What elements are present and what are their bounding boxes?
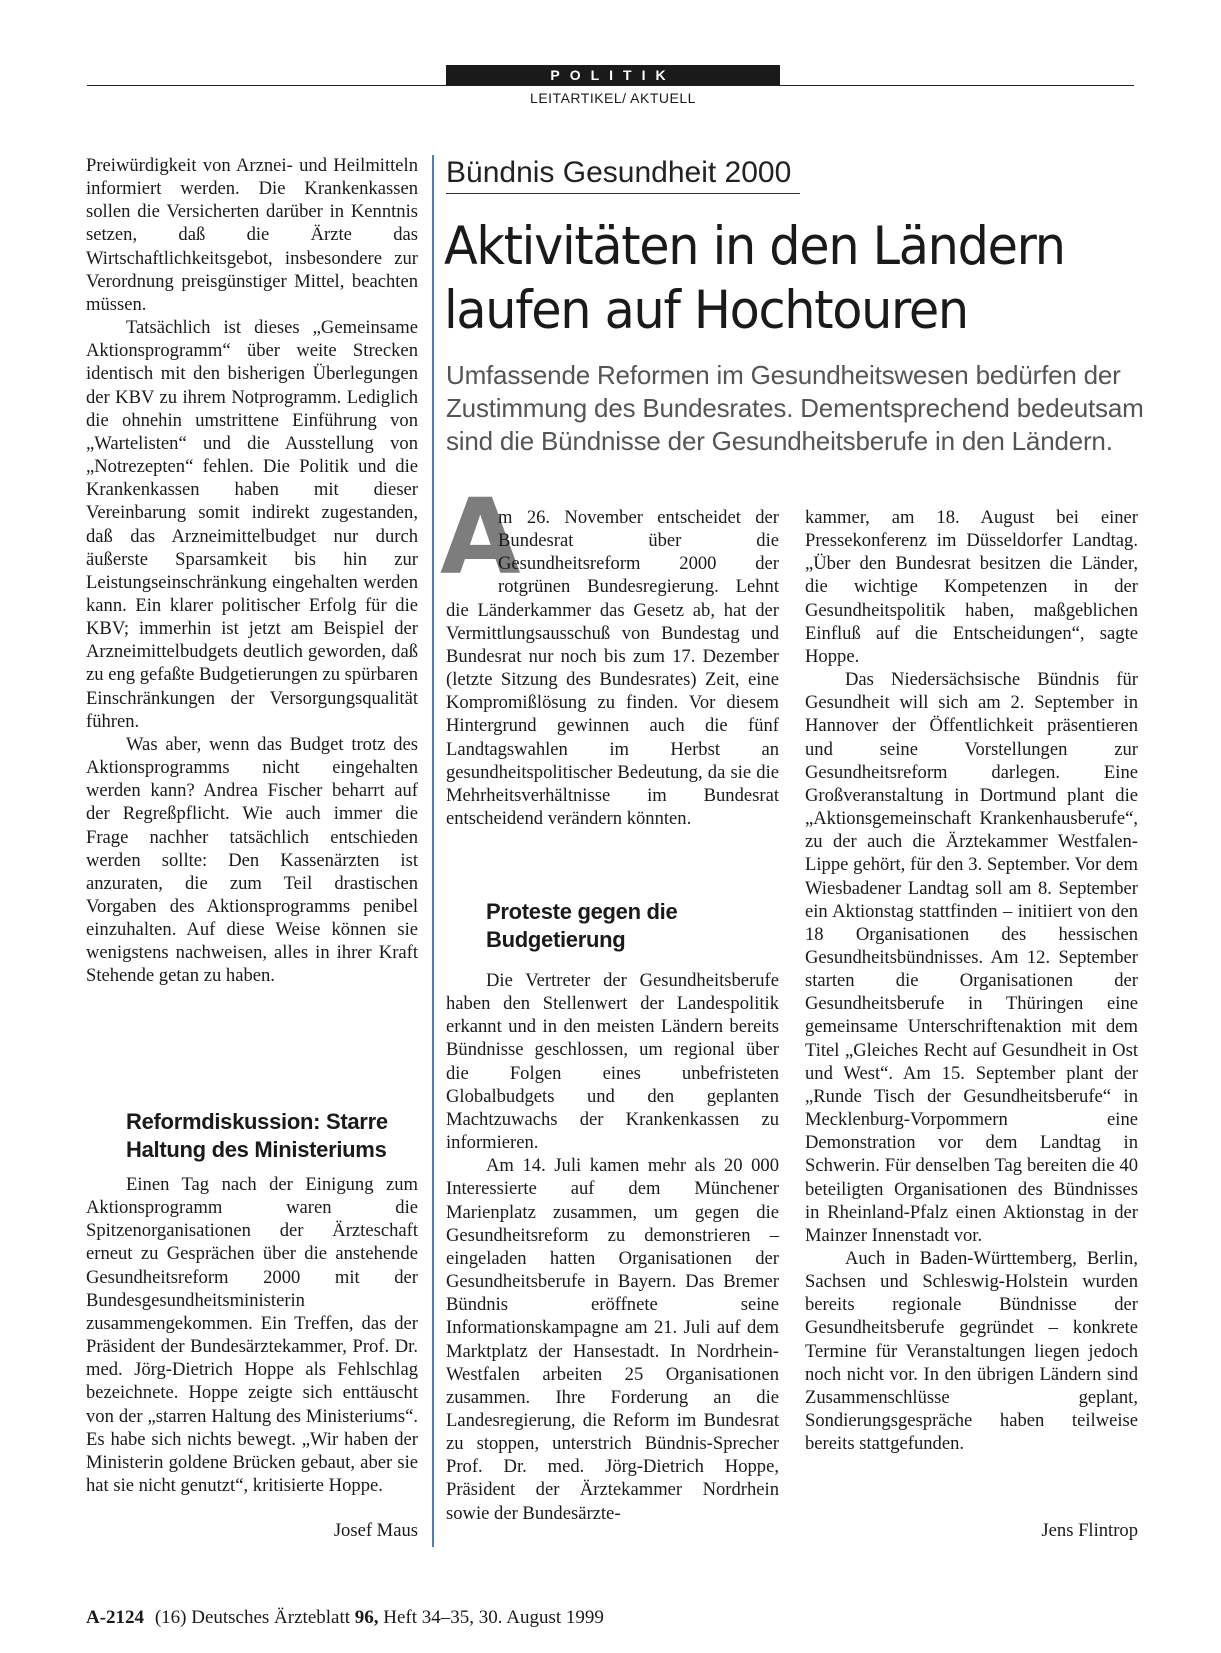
middle-column-lower	[446, 969, 779, 1525]
footer-journal: (16) Deutsches Ärzteblatt	[154, 1607, 351, 1628]
headline-line-2: laufen auf Hochtouren	[444, 280, 968, 341]
page-footer	[86, 1606, 604, 1630]
middle-column	[446, 506, 779, 830]
page-number: A-2124	[86, 1607, 145, 1628]
footer-volume: 96,	[354, 1607, 379, 1628]
right-paragraph-3: Auch in Baden-Württemberg, Berlin, Sachsen und Schleswig-Holstein wurden bereits regionale Bündnisse der Gesundheitsberufe gegründet – konkrete Termine für Veranstaltungen liegen jedoch noch nicht vor. In den übrigen Ländern sind Zusammenschlüsse geplant, Sondierungsgespräche haben teilweise bereits stattgefunden.	[805, 1248, 1138, 1455]
left-paragraph-2: Tatsächlich ist dieses „Gemeinsame Aktionsprogramm“ über weite Strecken identisch mit den bisherigen Überlegungen der KBV zu ihrem Notprogramm. Lediglich die ohnehin umstrittene Einführung von „Wartelisten“ und die Ausstellung von „Notrezepten“ fehlen. Die Politik und die Krankenkassen haben mit dieser Vereinbarung somit indirekt zugestanden, daß das Arzneimittelbudget nur durch äußerste Sparsamkeit bis hin zur Leistungseinschränkung eingehalten werden kann. Ein klarer politischer Erfolg für die KBV; immerhin ist jetzt am Beispiel der Arzneimittelbudgets deutlich geworden, daß zu eng gefaßte Budgetierungen zu spürbaren Einschränkungen der Versorgungsqualität führen.	[86, 317, 418, 732]
middle-subhead: Proteste gegen die Budgetierung	[486, 899, 678, 952]
kicker-rule	[446, 193, 800, 194]
left-article-column	[86, 154, 418, 988]
right-paragraph-2: Das Niedersächsische Bündnis für Gesundheit will sich am 2. September in Hannover der Öffentlichkeit präsentieren und seine Vorstellungen zur Gesundheitsreform darlegen. Eine Großveranstaltung in Dortmund plant die „Aktionsgemeinschaft Krankenhausberufe“, zu der auch die Ärztekammer Westfalen-Lippe gehört, für den 3. September. Vor dem Wiesbadener Landtag soll am 8. September ein Aktionstag stattfinden – initiiert von den 18 Organisationen des hessischen Gesundheitsbündnisses. Am 12. September starten die Organisationen der Gesundheitsberufe in Thüringen eine gemeinsame Unterschriftenaktion mit dem Titel „Gleiches Recht auf Gesundheit in Ost und West“. Am 15. September plant der „Runde Tisch der Gesundheitsberufe“ in Mecklenburg-Vorpommern eine Demonstration vor dem Landtag in Schwerin. Für denselben Tag bereiten die 40 beteiligten Organisationen des Bündnisses in Rheinland-Pfalz einen Aktionstag in der Mainzer Innenstadt vor.	[805, 669, 1138, 1246]
column-rule	[432, 155, 434, 1547]
right-column	[805, 506, 1138, 1455]
middle-paragraph-1	[446, 506, 779, 830]
left-subhead: Reformdiskussion: Starre Haltung des Ministeriums	[126, 1109, 388, 1162]
article-headline	[444, 215, 1114, 343]
footer-issue: Heft 34–35, 30. August 1999	[383, 1607, 604, 1628]
left-article-column-lower	[86, 1173, 418, 1497]
drop-cap: A	[440, 476, 521, 598]
left-paragraph-1: Preiwürdigkeit von Arznei- und Heilmitteln informiert werden. Die Krankenkassen sollen die Versicherten darüber in Kenntnis setzen, daß die Ärzte das Wirtschaftlichkeitsgebot, insbesondere zur Verordnung preisgünstiger Mittel, beachten müssen.	[86, 155, 418, 315]
drop-cap-spacer	[446, 506, 498, 596]
article-lead: Umfassende Reformen im Gesundheitswesen bedürfen der Zustimmung des Bundesrates. Dementsprechend bedeutsam sind die Bündnisse der Gesundheitsberufe in den Ländern.	[446, 360, 1144, 456]
article-kicker: Bündnis Gesundheit 2000	[446, 156, 792, 189]
header-rule	[87, 85, 1134, 86]
left-author: Josef Maus	[333, 1520, 418, 1541]
left-paragraph-4: Einen Tag nach der Einigung zum Aktionsprogramm waren die Spitzenorganisationen der Ärzteschaft erneut zu Gesprächen über die anstehende Gesundheitsreform 2000 mit der Bundesgesundheitsministerin zusammengekommen. Ein Treffen, das der Präsident der Bundesärztekammer, Prof. Dr. med. Jörg-Dietrich Hoppe als Fehlschlag bezeichnete. Hoppe zeigte sich enttäuscht von der „starren Haltung des Ministeriums“. Es habe sich nichts bewegt. „Wir haben der Ministerin goldene Brücken gebaut, aber sie hat sie nicht genutzt“, kritisierte Hoppe.	[86, 1174, 418, 1497]
middle-paragraph-1-text: m 26. November entscheidet der Bundesrat über die Gesundheitsreform 2000 der rotgrünen Bundesregierung. Lehnt die Länderkammer das Gesetz ab, hat der Vermittlungsausschuß von Bundestag und Bundesrat nur noch bis zum 17. Dezember (letzte Sitzung des Bundesrates) Zeit, eine Kompromißlösung zu finden. Vor diesem Hintergrund gewinnen auch die fünf Landtagswahlen im Herbst an gesundheitspolitischer Bedeutung, da sie die Mehrheitsverhältnisse im Bundesrat entscheidend verändern könnten.	[446, 507, 779, 830]
middle-paragraph-3: Am 14. Juli kamen mehr als 20 000 Interessierte auf dem Münchener Marienplatz zusammen, um gegen die Gesundheitsreform zu demonstrieren – eingeladen hatten Organisationen der Gesundheitsberufe in Bayern. Das Bremer Bündnis eröffnete seine Informationskampagne am 21. Juli auf dem Marktplatz der Hansestadt. In Nordrhein-Westfalen arbeiten 25 Organisationen zusammen. Ihre Forderung an die Landesregierung, die Reform im Bundesrat zu stoppen, unterstrich Bündnis-Sprecher Prof. Dr. med. Jörg-Dietrich Hoppe, Präsident der Ärztekammer Nordrhein sowie der Bundesärzte-	[446, 1155, 779, 1524]
right-paragraph-1: kammer, am 18. August bei einer Pressekonferenz im Düsseldorfer Landtag. „Über den Bundesrat besitzen die Länder, die wichtige Kompetenzen in der Gesundheitspolitik haben, maßgeblichen Einfluß auf die Entscheidungen“, sagte Hoppe.	[805, 507, 1138, 667]
section-label: POLITIK	[446, 65, 780, 85]
middle-paragraph-2: Die Vertreter der Gesundheitsberufe haben den Stellenwert der Landespolitik erkannt und in den meisten Ländern bereits Bündnisse geschlossen, um regional über die Folgen eines unbefristeten Globalbudgets und den geplanten Machtzuwachs der Krankenkassen zu informieren.	[446, 970, 779, 1154]
article-author: Jens Flintrop	[1041, 1520, 1138, 1541]
subsection-label: LEITARTIKEL/ AKTUELL	[530, 90, 696, 106]
headline-line-1: Aktivitäten in den Ländern	[444, 216, 1065, 277]
left-paragraph-3: Was aber, wenn das Budget trotz des Aktionsprogramms nicht eingehalten werden kann? Andrea Fischer beharrt auf der Regreßpflicht. Wie auch immer die Frage nachher tatsächlich entschieden werden sollte: Den Kassenärzten ist anzuraten, die zum Teil drastischen Vorgaben des Aktionsprogramms penibel einzuhalten. Auf diese Weise können sie wenigstens nachweisen, alles in ihrer Kraft Stehende getan zu haben.	[86, 733, 418, 987]
